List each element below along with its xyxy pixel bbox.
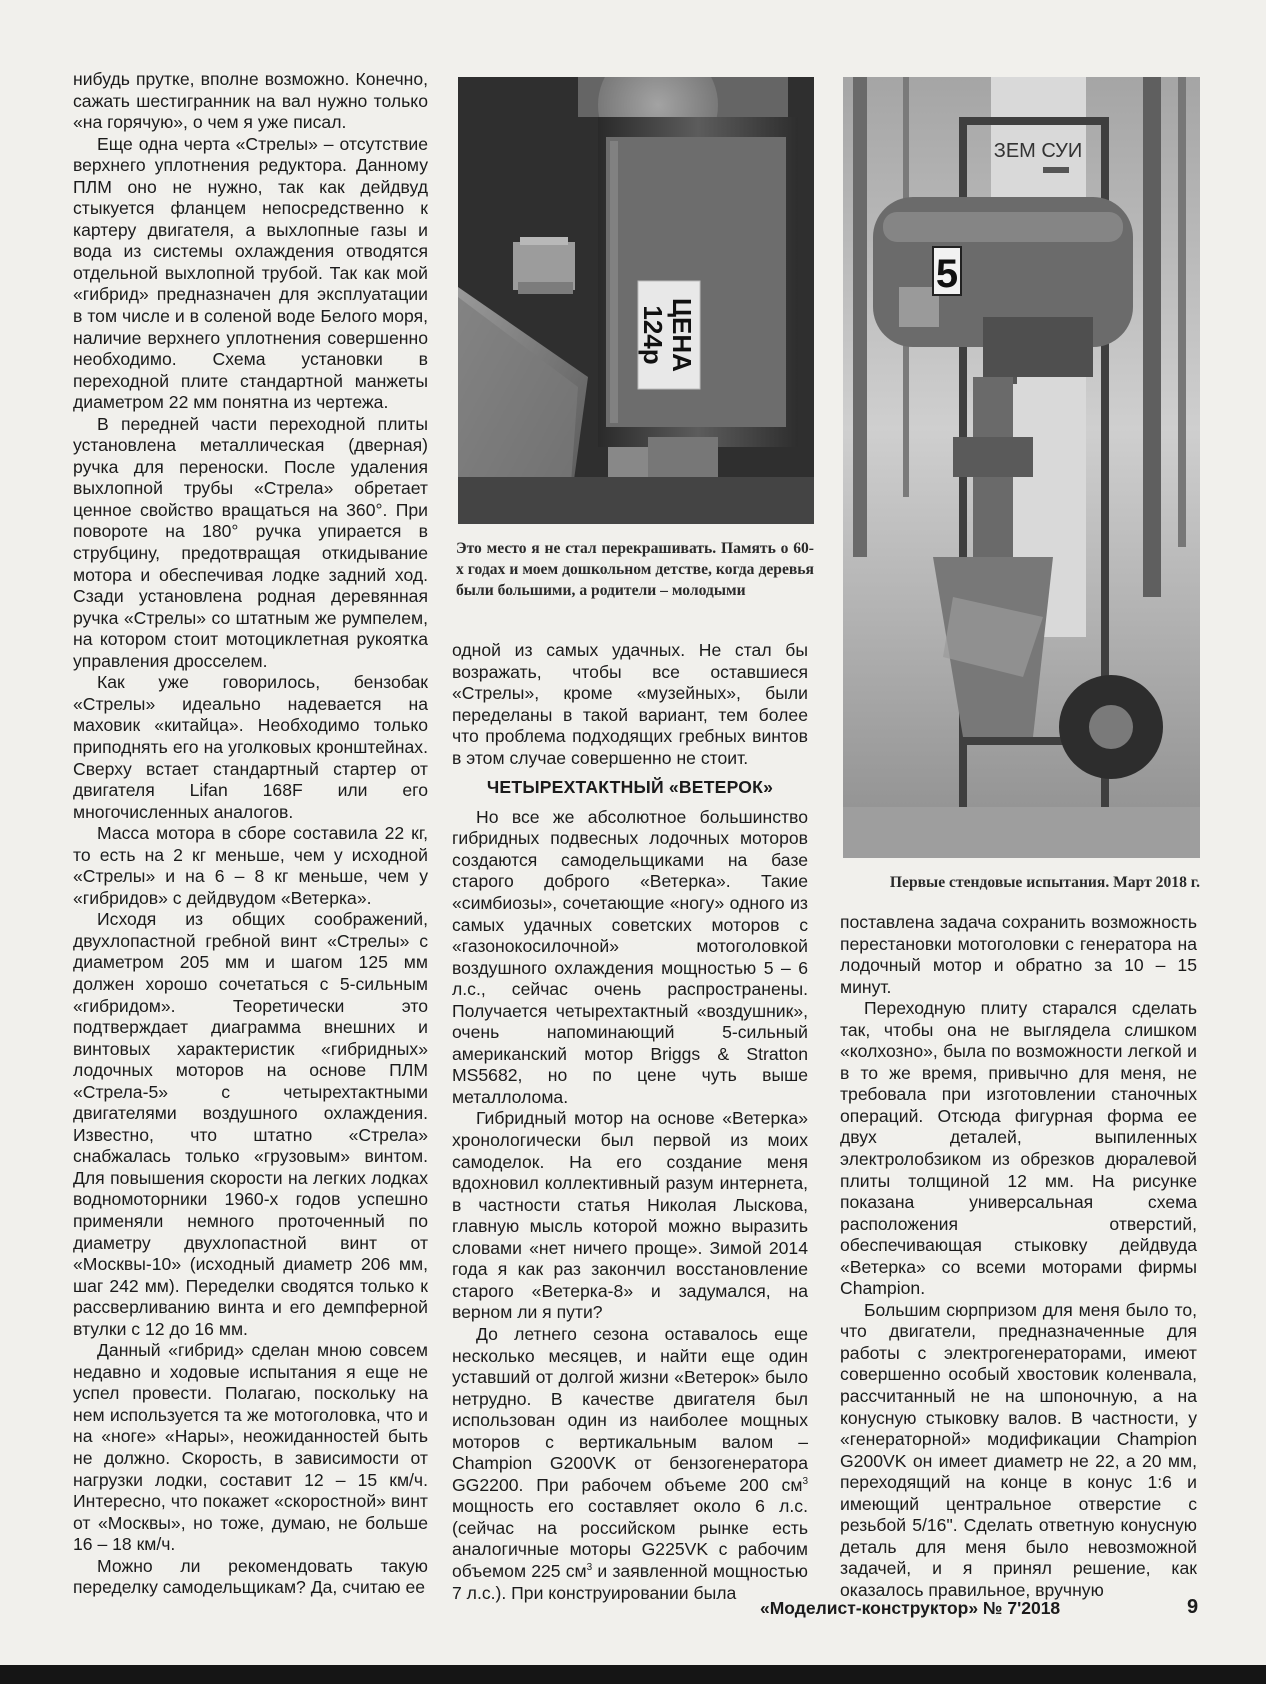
- text-column-left: [73, 69, 428, 1599]
- paragraph: Как уже говорилось, бензобак «Стрелы» идеально надевается на маховик «китайца». Необходимо только приподнять его на уголковых кронштейнах. Сверху встает стандартный стартер от двигателя Lifan 168F или его многочисленных аналогов.: [73, 672, 428, 822]
- caption-text: Первые стендовые испытания. Март 2018 г.: [889, 874, 1200, 891]
- text-column-right: [840, 912, 1197, 1602]
- paragraph: Но все же абсолютное большинство гибридных подвесных лодочных моторов создаются самодельщиками на базе старого доброго «Ветерка». Такие «симбиозы», сочетающие «ногу» одного из самых удачных советских моторов с «газонокосилочной» мотоголовкой воздушного охлаждения мощностью 5 – 6 л.с., сейчас очень распространены. Получается четырехтактный «воздушник», очень напоминающий 5-сильный американский мотор Briggs & Stratton MS5682, но по цене чуть выше металлолома.: [452, 806, 808, 1107]
- photo-test-stand-drawing: [843, 77, 1200, 858]
- price-label-line2: 124р: [638, 305, 668, 365]
- paragraph: Данный «гибрид» сделан мною совсем недавно и ходовые испытания я еще не успел провести. Полагаю, поскольку на нем используется та же мотоголовка, что и на «ноге» «Нары», неожиданностей быть не должно. Скорость, в зависимости от нагрузки лодки, составит 12 – 15 км/ч. Интересно, что покажет «скоростной» винт от «Москвы», но тоже, думаю, не больше 16 – 18 км/ч.: [73, 1340, 428, 1555]
- paragraph: Переходную плиту старался сделать так, чтобы она не выглядела слишком «колхозно», была по возможности легкой и в то же время, привычно для меня, не требовала при изготовлении станочных операций. Отсюда фигурная форма ее двух деталей, выпиленных электролобзиком из обрезков дюралевой плиты толщиной 12 мм. На рисунке показана универсальная схема расположения отверстий, обеспечивающая стыковку дейдвуда «Ветерка» со всеми моторами фирмы Champion.: [840, 998, 1197, 1299]
- magazine-footer: «Моделист-конструктор» № 7'2018: [760, 1598, 1061, 1618]
- scan-edge: [0, 1665, 1266, 1684]
- paragraph-part: До летнего сезона оставалось еще несколько месяцев, и найти еще один уставший от долгой жизни «Ветерок» было нетрудно. В качестве двигателя был использован один из наиболее мощных моторов с вертикальным валом – Champion G200VK от бензогенератора GG2200. При рабочем объеме 200 см: [452, 1323, 808, 1495]
- paragraph: одной из самых удачных. Не стал бы возражать, чтобы все оставшиеся «Стрелы», кроме «музейных», были переделаны в такой вариант, тем более что проблема подходящих гребных винтов в этом случае совершенно не стоит.: [452, 640, 808, 768]
- paragraph: [452, 1324, 808, 1604]
- photo-test-stand: [843, 77, 1200, 858]
- engine-number: 5: [935, 252, 959, 296]
- tree-inscription: ЗЕМ СУИ: [993, 140, 1083, 162]
- section-heading: ЧЕТЫРЕХТАКТНЫЙ «ВЕТЕРОК»: [486, 777, 774, 798]
- superscript: 3: [802, 1475, 808, 1487]
- photo-caption-right: [843, 872, 1200, 893]
- price-label-line1: ЦЕНА: [667, 298, 697, 372]
- paragraph: нибудь прутке, вполне возможно. Конечно, сажать шестигранник на вал нужно только «на горячую», о чем я уже писал.: [73, 69, 428, 133]
- paragraph-part: мощность его составляет около 6 л.с. (сейчас на российском рынке есть аналогичные моторы G225VK с рабочим объемом 225 см: [452, 1496, 808, 1581]
- paragraph: Масса мотора в сборе составила 22 кг, то есть на 2 кг меньше, чем у исходной «Стрелы» и на 6 – 8 кг меньше, чем у «гибридов» с дейдвудом «Ветерка».: [73, 823, 428, 908]
- caption-text: Это место я не стал перекрашивать. Память о 60-х годах и моем дошкольном детстве, когда деревья были большими, а родители – молодыми: [456, 540, 814, 599]
- text-column-middle: [452, 640, 808, 1604]
- photo-bracket-drawing: [458, 77, 814, 524]
- page-number: 9: [1187, 1596, 1199, 1618]
- paragraph: Можно ли рекомендовать такую переделку самодельщикам? Да, считаю ее: [73, 1555, 428, 1598]
- paragraph: Исходя из общих соображений, двухлопастной гребной винт «Стрелы» с диаметром 205 мм и шагом 125 мм должен хорошо сочетаться с 5-сильным «гибридом». Теоретически это подтверждает диаграмма внешних и винтовых характеристик «гибридных» лодочных моторов на основе ПЛМ «Стрела-5» с четырехтактными двигателями воздушного охлаждения. Известно, что штатно «Стрела» снабжалась только «грузовым» винтом. Для повышения скорости на легких лодках водномоторники 1960-х годов успешно применяли немного проточенный по диаметру двухлопастной винт от «Москвы-10» (исходный диаметр 206 мм, шаг 242 мм). Переделки сводятся только к рассверливанию винта и его демпферной втулки с 12 до 16 мм.: [73, 909, 428, 1339]
- superscript: 3: [586, 1562, 593, 1574]
- photo-bracket-closeup: [458, 77, 814, 524]
- paragraph: В передней части переходной плиты установлена металлическая (дверная) ручка для переноски. После удаления выхлопной трубы «Стрела» обретает ценное свойство вращаться на 360°. При повороте на 180° ручка упирается в струбцину, предотвращая откидывание мотора и обеспечивая лодке задний ход. Сзади установлена родная деревянная ручка «Стрелы» со штатным же румпелем, на котором стоит мотоциклетная рукоятка управления дросселем.: [73, 413, 428, 671]
- paragraph: Большим сюрпризом для меня было то, что двигатели, предназначенные для работы с электрогенераторами, имеют совершенно особый хвостовик коленвала, рассчитанный не на шпоночную, а на конусную стыковку валов. В частности, у «генераторной» модификации Champion G200VK он имеет диаметр не 22, а 20 мм, переходящий на конце в конус 1:6 и имеющий центральное отверстие с резьбой 5/16". Сделать ответную конусную деталь для меня было невозможной задачей, и я принял решение, как оказалось правильное, вручную: [840, 1299, 1197, 1600]
- paragraph: поставлена задача сохранить возможность перестановки мотоголовки с генератора на лодочный мотор и обратно за 10 – 15 минут.: [840, 912, 1197, 997]
- paragraph: Гибридный мотор на основе «Ветерка» хронологически был первой из моих самоделок. На его создание меня вдохновил коллективный разум интернета, в частности статья Николая Лыскова, главную мысль которой можно выразить словами «нет ничего проще». Зимой 2014 года я как раз закончил восстановление старого «Ветерка-8» и задумался, на верном ли я пути?: [452, 1108, 808, 1323]
- paragraph: Еще одна черта «Стрелы» – отсутствие верхнего уплотнения редуктора. Данному ПЛМ оно не нужно, так как дейдвуд стыкуется фланцем непосредственно к картеру двигателя, а выхлопные газы и вода из системы охлаждения отводятся отдельной выхлопной трубой. Так как мой «гибрид» предназначен для эксплуатации в том числе и в соленой воде Белого моря, наличие верхнего уплотнения совершенно необходимо. Схема установки в переходной плите стандартной манжеты диаметром 22 мм понятна из чертежа.: [73, 133, 428, 413]
- paragraph-part: и заявленной мощностью 7 л.с.). При конструировании была: [452, 1560, 809, 1603]
- photo-caption-left: [456, 538, 814, 601]
